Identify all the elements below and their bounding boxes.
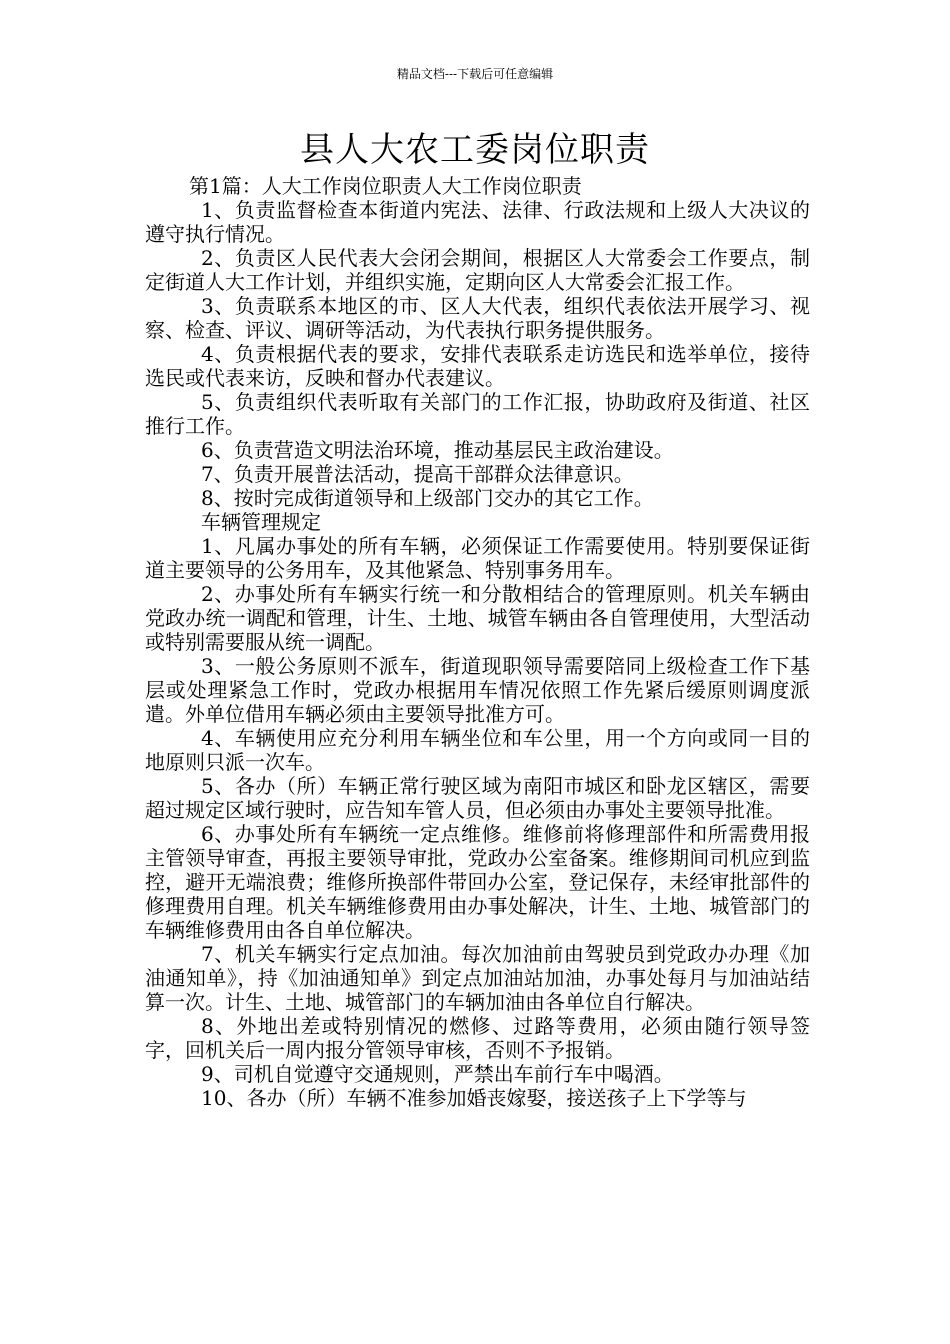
paragraph: 7、机关车辆实行定点加油。每次加油前由驾驶员到党政办办理《加油通知单》，持《加油通知单》到定点加油站加油，办事处每月与加油站结算一次。计生、土地、城管部门的车辆加油由各单位自行解决。 xyxy=(145,942,810,1014)
paragraph: 4、负责根据代表的要求，安排代表联系走访选民和选举单位，接待选民或代表来访，反映和督办代表建议。 xyxy=(145,342,810,390)
paragraph: 6、办事处所有车辆统一定点维修。维修前将修理部件和所需费用报主管领导审查，再报主要领导审批，党政办公室备案。维修期间司机应到监控，避开无端浪费；维修所换部件带回办公室，登记保存，未经审批部件的修理费用自理。机关车辆维修费用由办事处解决，计生、土地、城管部门的车辆维修费用由各自单位解决。 xyxy=(145,822,810,942)
paragraph: 3、一般公务原则不派车，街道现职领导需要陪同上级检查工作下基层或处理紧急工作时，党政办根据用车情况依照工作先紧后缓原则调度派遣。外单位借用车辆必须由主要领导批准方可。 xyxy=(145,654,810,726)
paragraph: 9、司机自觉遵守交通规则，严禁出车前行车中喝酒。 xyxy=(201,1062,674,1086)
paragraph: 1、负责监督检查本街道内宪法、法律、行政法规和上级人大决议的遵守执行情况。 xyxy=(145,198,810,246)
paragraph: 8、外地出差或特别情况的燃修、过路等费用，必须由随行领导签字，回机关后一周内报分管领导审核，否则不予报销。 xyxy=(145,1014,810,1062)
paragraph: 3、负责联系本地区的市、区人大代表，组织代表依法开展学习、视察、检查、评议、调研等活动，为代表执行职务提供服务。 xyxy=(145,294,810,342)
paragraph: 5、各办（所）车辆正常行驶区域为南阳市城区和卧龙区辖区，需要超过规定区域行驶时，应告知车管人员，但必须由办事处主要领导批准。 xyxy=(145,774,810,822)
section-heading: 第1篇：人大工作岗位职责人大工作岗位职责 xyxy=(189,174,582,198)
paragraph: 2、办事处所有车辆实行统一和分散相结合的管理原则。机关车辆由党政办统一调配和管理，计生、土地、城管车辆由各自管理使用，大型活动或特别需要服从统一调配。 xyxy=(145,582,810,654)
paragraph: 1、凡属办事处的所有车辆，必须保证工作需要使用。特别要保证街道主要领导的公务用车，及其他紧急、特别事务用车。 xyxy=(145,534,810,582)
paragraph: 4、车辆使用应充分利用车辆坐位和车公里，用一个方向或同一目的地原则只派一次车。 xyxy=(145,726,810,774)
paragraph: 5、负责组织代表听取有关部门的工作汇报，协助政府及街道、社区推行工作。 xyxy=(145,390,810,438)
paragraph: 7、负责开展普法活动，提高干部群众法律意识。 xyxy=(201,462,634,486)
paragraph: 2、负责区人民代表大会闭会期间，根据区人大常委会工作要点，制定街道人大工作计划，并组织实施，定期向区人大常委会汇报工作。 xyxy=(145,246,810,294)
document-title: 县人大农工委岗位职责 xyxy=(300,130,650,170)
paragraph: 10、各办（所）车辆不准参加婚丧嫁娶，接送孩子上下学等与 xyxy=(201,1086,747,1110)
page-header: 精品文档---下载后可任意编辑 xyxy=(396,67,554,81)
section-heading: 车辆管理规定 xyxy=(201,510,321,534)
document-body xyxy=(145,174,810,1110)
paragraph: 8、按时完成街道领导和上级部门交办的其它工作。 xyxy=(201,486,654,510)
paragraph: 6、负责营造文明法治环境，推动基层民主政治建设。 xyxy=(201,438,674,462)
